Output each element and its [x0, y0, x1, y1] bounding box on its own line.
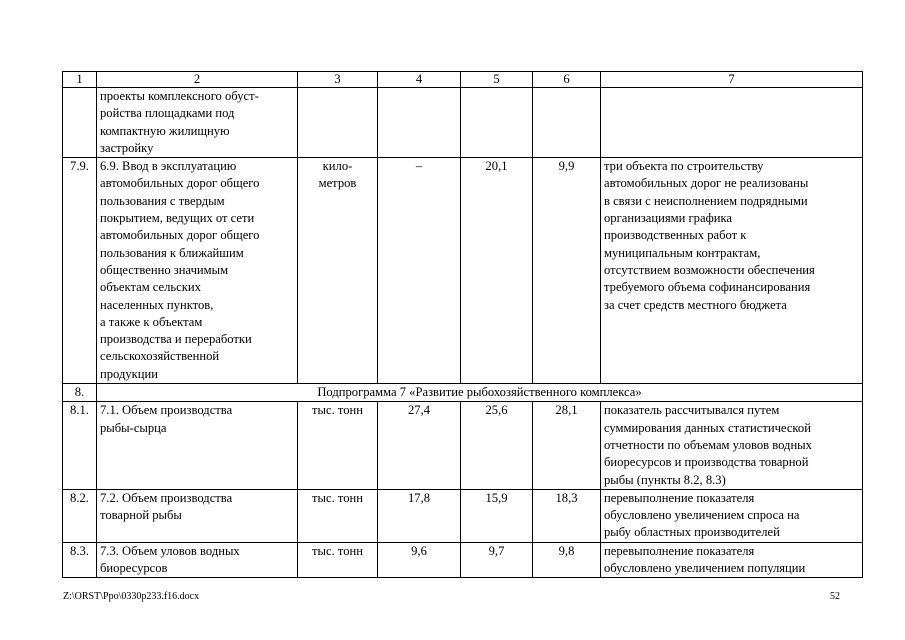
unit-cell: кило- метров — [298, 158, 378, 384]
unit-cell: тыс. тонн — [298, 489, 378, 542]
value-cell — [378, 88, 461, 158]
value-cell: 17,8 — [378, 489, 461, 542]
header-cell: 1 — [63, 72, 97, 88]
value-cell: 15,9 — [461, 489, 533, 542]
value-cell: 20,1 — [461, 158, 533, 384]
indicators-table — [62, 71, 863, 578]
note-cell: три объекта по строительству автомобильных дорог не реализованы в связи с неисполнением подрядными организациями графика производственных работ к муниципальным контрактам, отсутствием возможности обеспечения требуемого объема софинансирования за счет средств местного бюджета — [601, 158, 863, 384]
table-row — [63, 158, 863, 384]
value-cell: 9,7 — [461, 542, 533, 578]
row-number: 7.9. — [63, 158, 97, 384]
header-cell: 2 — [97, 72, 298, 88]
unit-cell: тыс. тонн — [298, 542, 378, 578]
table-row — [63, 402, 863, 489]
header-cell: 5 — [461, 72, 533, 88]
value-cell — [461, 88, 533, 158]
unit-cell — [298, 88, 378, 158]
row-number: 8.1. — [63, 402, 97, 489]
header-cell: 3 — [298, 72, 378, 88]
value-cell: – — [378, 158, 461, 384]
row-number: 8.3. — [63, 542, 97, 578]
indicator-name: 7.2. Объем производства товарной рыбы — [97, 489, 298, 542]
value-cell: 18,3 — [533, 489, 601, 542]
note-cell — [601, 88, 863, 158]
value-cell: 9,6 — [378, 542, 461, 578]
table-row — [63, 88, 863, 158]
indicator-name: 6.9. Ввод в эксплуатацию автомобильных дорог общего пользования с твердым покрытием, ведущих от сети автомобильных дорог общего пользования к ближайшим общественно значимым объектам сельских населенных пунктов, а также к объектам производства и переработки сельскохозяйственной продукции — [97, 158, 298, 384]
header-cell: 4 — [378, 72, 461, 88]
table-row — [63, 542, 863, 578]
note-cell: показатель рассчитывался путем суммирования данных статистической отчетности по объемам уловов водных биоресурсов и производства товарной рыбы (пункты 8.2, 8.3) — [601, 402, 863, 489]
indicator-name: проекты комплексного обуст- ройства площадками под компактную жилищную застройку — [97, 88, 298, 158]
value-cell: 9,8 — [533, 542, 601, 578]
footer-file-path: Z:\ORST\Ppo\0330p233.f16.docx — [63, 591, 200, 602]
value-cell: 27,4 — [378, 402, 461, 489]
row-number: 8. — [63, 384, 97, 402]
unit-cell: тыс. тонн — [298, 402, 378, 489]
note-cell: перевыполнение показателя обусловлено увеличением спроса на рыбу областных производителей — [601, 489, 863, 542]
header-cell: 6 — [533, 72, 601, 88]
row-number: 8.2. — [63, 489, 97, 542]
header-cell: 7 — [601, 72, 863, 88]
value-cell: 28,1 — [533, 402, 601, 489]
indicator-name: 7.1. Объем производства рыбы-сырца — [97, 402, 298, 489]
subprogram-title: Подпрограмма 7 «Развитие рыбохозяйственного комплекса» — [97, 384, 863, 402]
table-row — [63, 489, 863, 542]
table-header-row — [63, 72, 863, 88]
row-number — [63, 88, 97, 158]
indicator-name: 7.3. Объем уловов водных биоресурсов — [97, 542, 298, 578]
value-cell: 9,9 — [533, 158, 601, 384]
subprogram-row — [63, 384, 863, 402]
note-cell: перевыполнение показателя обусловлено увеличением популяции — [601, 542, 863, 578]
footer-page-number: 52 — [830, 591, 840, 602]
value-cell — [533, 88, 601, 158]
value-cell: 25,6 — [461, 402, 533, 489]
